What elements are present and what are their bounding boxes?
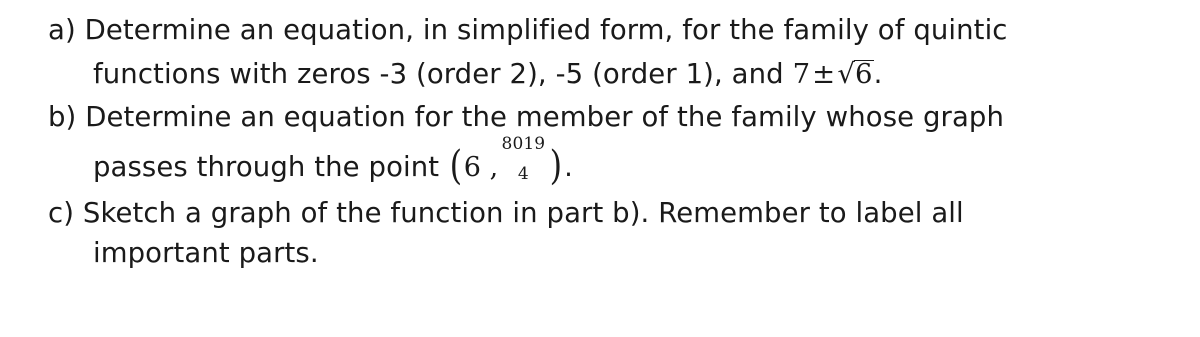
point-y-fraction: [498, 134, 548, 184]
right-parenthesis: ): [549, 143, 563, 189]
part-c-line-1: c) Sketch a graph of the function in part b). Remember to label all: [48, 197, 964, 229]
plus-minus-symbol: ±: [812, 58, 836, 90]
part-a-line-1: a) Determine an equation, in simplified form, for the family of quintic: [48, 14, 1008, 46]
part-a-period: .: [873, 58, 883, 90]
zero-seven: 7: [792, 58, 811, 90]
part-b-line-2: [93, 134, 573, 189]
part-a-line-2: [93, 56, 882, 92]
part-b-point-text: passes through the point: [93, 151, 448, 183]
fraction-denominator: 4: [517, 164, 529, 184]
fraction-numerator: 8019: [501, 134, 546, 154]
left-parenthesis: (: [449, 143, 463, 189]
part-b-period: .: [564, 151, 573, 183]
part-a-zeros-text: functions with zeros -3 (order 2), -5 (order 1), and: [93, 58, 793, 90]
square-root-sign: √: [837, 58, 855, 90]
part-b-line-1: b) Determine an equation for the member of the family whose graph: [48, 101, 1004, 133]
part-c-line-2: important parts.: [93, 237, 319, 269]
point-coordinates: [448, 134, 564, 189]
square-root-radicand: 6: [854, 58, 873, 90]
point-x-value: 6 ,: [463, 152, 499, 183]
